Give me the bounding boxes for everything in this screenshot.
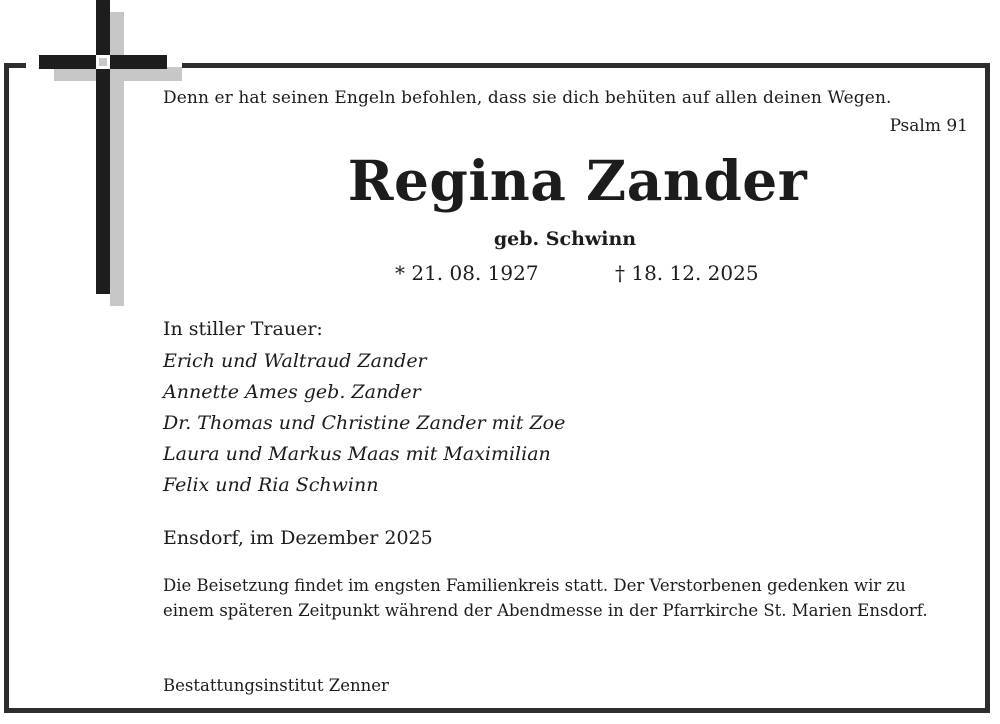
bible-verse: Denn er hat seinen Engeln befohlen, dass sie dich behüten auf allen deinen Wegen.	[163, 88, 892, 108]
maiden-name: geb. Schwinn	[493, 228, 637, 250]
mourner-item: Erich und Waltraud Zander	[163, 350, 427, 372]
burial-notice: Die Beisetzung findet im engsten Familienkreis statt. Der Verstorbenen gedenken wir zu einem späteren Zeitpunkt während der Abendmesse in der Pfarrkirche St. Marien Ensdorf.	[163, 576, 928, 620]
mourner-item: Dr. Thomas und Christine Zander mit Zoe	[163, 412, 566, 434]
mourners-list	[163, 346, 565, 501]
mourning-heading: In stiller Trauer:	[163, 318, 323, 340]
verse-source: Psalm 91	[889, 116, 968, 136]
mourner-item: Felix und Ria Schwinn	[163, 474, 379, 496]
birth-date: * 21. 08. 1927	[395, 261, 539, 285]
mourner-item: Laura und Markus Maas mit Maximilian	[163, 443, 551, 465]
deceased-name: Regina Zander	[347, 148, 808, 213]
cross-shadow-horizontal	[54, 67, 182, 81]
cross-center	[96, 55, 110, 69]
place-date: Ensdorf, im Dezember 2025	[163, 527, 433, 549]
death-date: † 18. 12. 2025	[615, 261, 759, 285]
mourner-item: Annette Ames geb. Zander	[163, 381, 421, 403]
undertaker: Bestattungsinstitut Zenner	[163, 676, 389, 695]
